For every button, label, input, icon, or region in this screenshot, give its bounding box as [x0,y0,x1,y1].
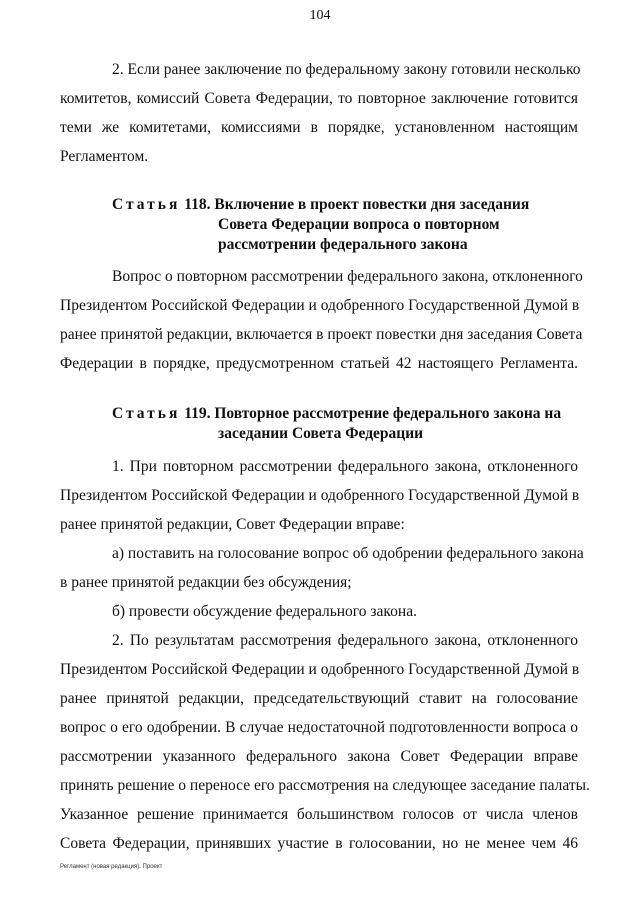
article-118-heading [112,195,529,215]
paragraph-line: 2. По результатам рассмотрения федерального закона, отклоненного [112,632,578,649]
paragraph-line: в ранее принятой редакции без обсуждения; [60,574,352,591]
paragraph-line: а) поставить на голосование вопрос об одобрении федерального закона [112,545,584,562]
article-119-heading [112,404,561,424]
paragraph-line: теми же комитетами, комиссиями в порядке, установленном настоящим [60,119,578,136]
page-footer: Регламент (новая редакция). Проект [60,864,163,870]
paragraph-line: Президентом Российской Федерации и одобренного Государственной Думой в [60,661,580,678]
paragraph-line: Президентом Российской Федерации и одобренного Государственной Думой в [60,487,580,504]
paragraph-line: ранее принятой редакции, включается в проект повестки дня заседания Совета [60,326,583,343]
paragraph-line: ранее принятой редакции, председательствующий ставит на голосование [60,690,578,707]
paragraph-line: Регламентом. [60,148,149,165]
article-118-heading-line: Совета Федерации вопроса о повторном [218,216,500,233]
article-119-heading-line: заседании Совета Федерации [218,425,424,442]
paragraph-line: 1. При повторном рассмотрении федерального закона, отклоненного [112,458,578,475]
paragraph-line: б) провести обсуждение федерального закона. [112,603,417,620]
paragraph-line: комитетов, комиссий Совета Федерации, то повторное заключение готовится [60,90,578,107]
paragraph-line: 2. Если ранее заключение по федеральному закону готовили несколько [112,61,581,78]
page-number: 104 [309,8,331,23]
article-number-title: 118. Включение в проект повестки дня заседания [184,196,530,213]
paragraph-line: ранее принятой редакции, Совет Федерации вправе: [60,516,405,533]
paragraph-line: принять решение о переносе его рассмотрения на следующее заседание палаты. [60,777,590,794]
article-118-heading-line: рассмотрении федерального закона [218,236,468,253]
paragraph-line: Президентом Российской Федерации и одобренного Государственной Думой в [60,297,580,314]
paragraph-line: Вопрос о повторном рассмотрении федерального закона, отклоненного [112,268,583,285]
article-label: Статья [112,196,181,213]
article-label: Статья [112,405,181,422]
paragraph-line: Федерации в порядке, предусмотренном статьей 42 настоящего Регламента. [60,355,578,372]
paragraph-line: рассмотрении указанного федерального закона Совет Федерации вправе [60,748,578,765]
paragraph-line: вопрос о его одобрении. В случае недостаточной подготовленности вопроса о [60,719,578,736]
paragraph-line: Указанное решение принимается большинством голосов от числа членов [60,806,578,823]
article-number-title: 119. Повторное рассмотрение федерального закона на [184,405,562,422]
paragraph-line: Совета Федерации, принявших участие в голосовании, но не менее чем 46 [60,835,578,852]
